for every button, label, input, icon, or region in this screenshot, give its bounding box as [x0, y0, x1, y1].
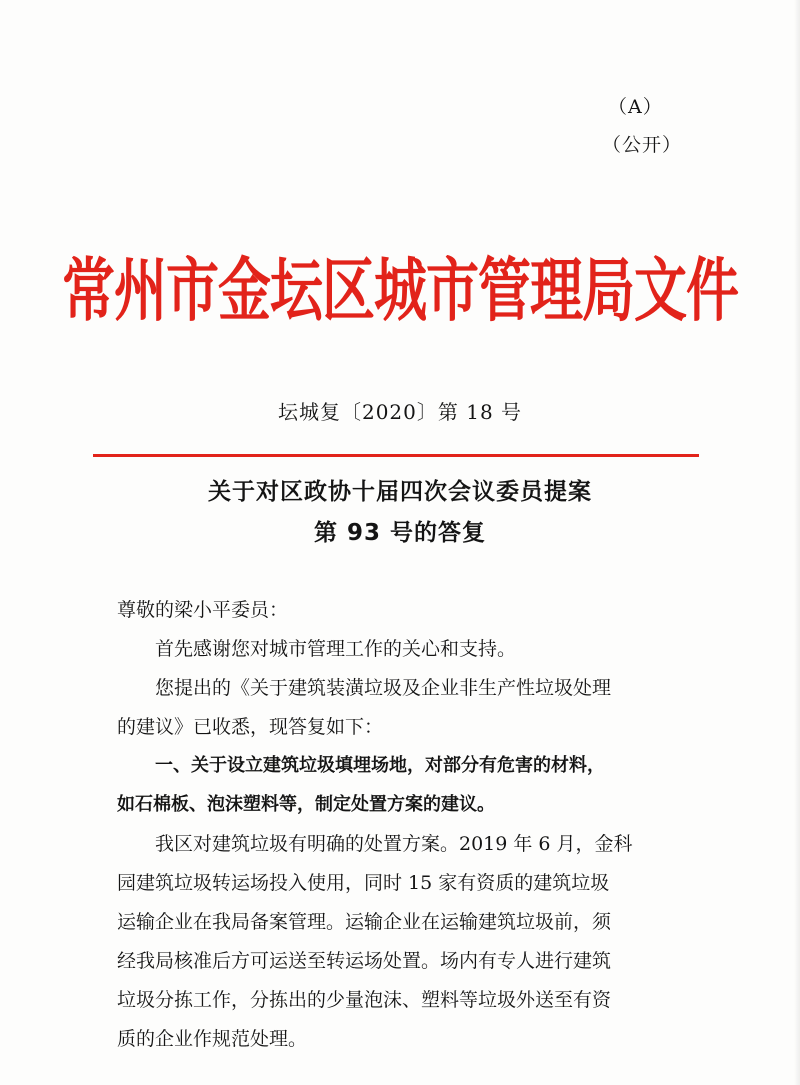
paragraph-3-line-4: 经我局核准后方可运送至转运场处置。场内有专人进行建筑	[117, 950, 612, 972]
paragraph-2-line-1: 您提出的《关于建筑装潢垃圾及企业非生产性垃圾处理	[155, 677, 612, 699]
section-heading-1-line-1: 一、关于设立建筑垃圾填埋场地，对部分有危害的材料，	[155, 755, 605, 776]
paragraph-3-line-3: 运输企业在我局备案管理。运输企业在运输建筑垃圾前，须	[117, 911, 612, 933]
red-separator-line	[93, 454, 699, 457]
paragraph-3-line-5: 垃圾分拣工作，分拣出的少量泡沫、塑料等垃圾外送至有资	[117, 989, 612, 1011]
paragraph-3-line-6: 质的企业作规范处理。	[117, 1028, 308, 1050]
salutation: 尊敬的梁小平委员：	[117, 599, 289, 621]
section-heading-1-line-2: 如石棉板、泡沫塑料等，制定处置方案的建议。	[117, 794, 495, 815]
paragraph-3-line-1: 我区对建筑垃圾有明确的处置方案。2019 年 6 月，金科	[155, 833, 633, 855]
document-title-line-1: 关于对区政协十届四次会议委员提案	[208, 479, 592, 505]
issuing-authority-masthead: 常州市金坛区城市管理局文件	[62, 251, 738, 331]
document-number: 坛城复〔2020〕第 18 号	[277, 400, 523, 424]
classification-grade: （A）	[608, 96, 663, 118]
paragraph-1: 首先感谢您对城市管理工作的关心和支持。	[155, 638, 517, 660]
disclosure-status: （公开）	[602, 134, 683, 156]
paragraph-3-line-2: 园建筑垃圾转运场投入使用，同时 15 家有资质的建筑垃圾	[117, 872, 610, 894]
paragraph-2-line-2: 的建议》已收悉，现答复如下：	[117, 716, 384, 738]
document-title-line-2: 第 93 号的答复	[313, 520, 487, 546]
